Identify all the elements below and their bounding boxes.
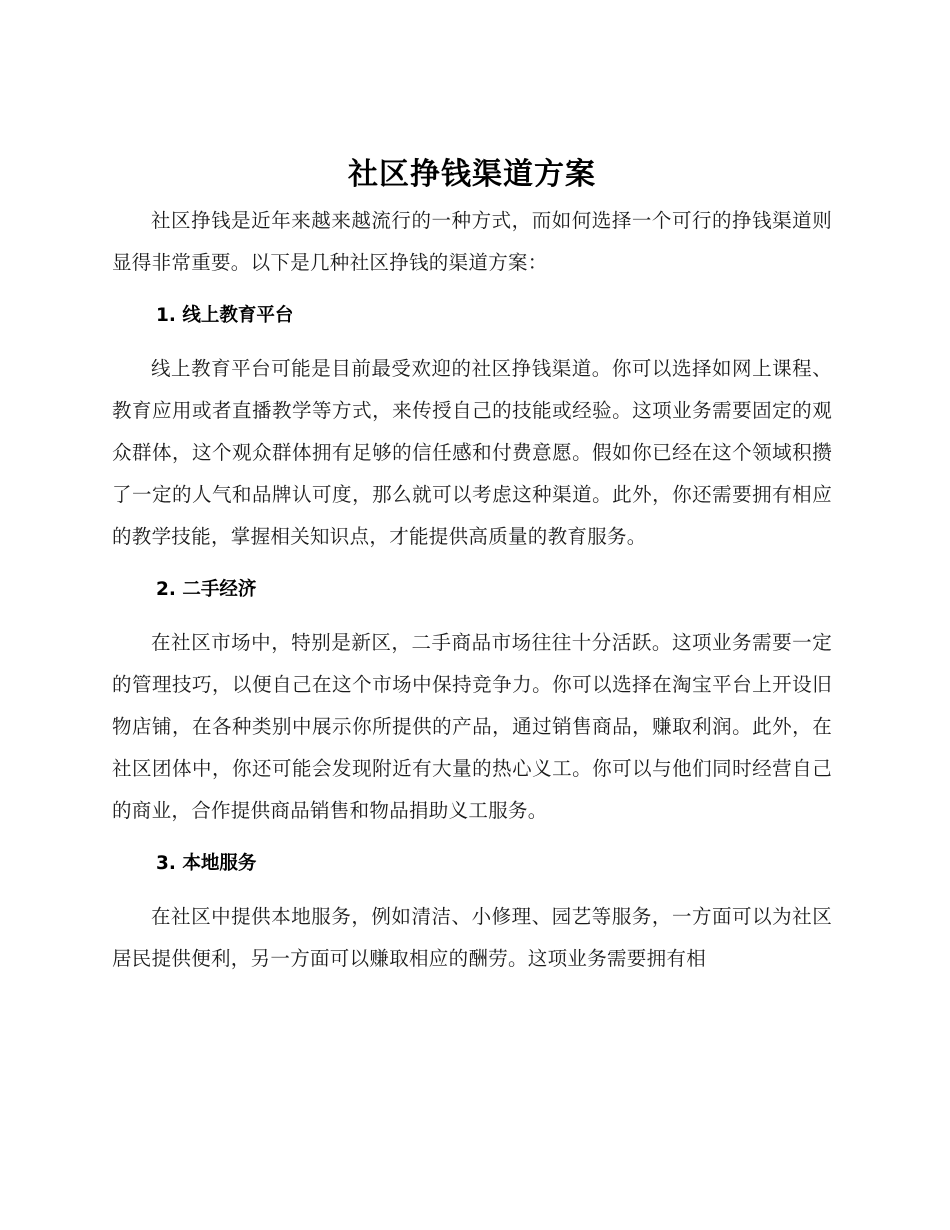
- section-heading-online-education: 1. 线上教育平台: [156, 305, 294, 326]
- intro-paragraph: 社区挣钱是近年来越来越流行的一种方式，而如何选择一个可行的挣钱渠道则显得非常重要。以下是几种社区挣钱的渠道方案：: [112, 209, 832, 274]
- section-body-online-education: 线上教育平台可能是目前最受欢迎的社区挣钱渠道。你可以选择如网上课程、教育应用或者直播教学等方式，来传授自己的技能或经验。这项业务需要固定的观众群体，这个观众群体拥有足够的信任感和付费意愿。假如你已经在这个领域积攒了一定的人气和品牌认可度，那么就可以考虑这种渠道。此外，你还需要拥有相应的教学技能，掌握相关知识点，才能提供高质量的教育服务。: [112, 357, 832, 548]
- section-body-second-hand-economy: 在社区市场中，特别是新区，二手商品市场往往十分活跃。这项业务需要一定的管理技巧，以便自己在这个市场中保持竞争力。你可以选择在淘宝平台上开设旧物店铺，在各种类别中展示你所提供的产品，通过销售商品，赚取利润。此外，在社区团体中，你还可能会发现附近有大量的热心义工。你可以与他们同时经营自己的商业，合作提供商品销售和物品捐助义工服务。: [112, 631, 832, 822]
- spacer: [112, 337, 832, 348]
- spacer: [112, 558, 832, 569]
- section-heading-local-services: 3. 本地服务: [156, 853, 257, 874]
- spacer: [112, 611, 832, 622]
- section-heading-second-hand-economy: 2. 二手经济: [156, 579, 257, 600]
- page-title: 社区挣钱渠道方案: [348, 157, 596, 192]
- spacer: [112, 284, 832, 295]
- spacer: [112, 832, 832, 843]
- document-page: [112, 150, 832, 980]
- spacer: [112, 885, 832, 896]
- section-body-local-services: 在社区中提供本地服务，例如清洁、小修理、园艺等服务，一方面可以为社区居民提供便利，另一方面可以赚取相应的酬劳。这项业务需要拥有相: [112, 905, 832, 970]
